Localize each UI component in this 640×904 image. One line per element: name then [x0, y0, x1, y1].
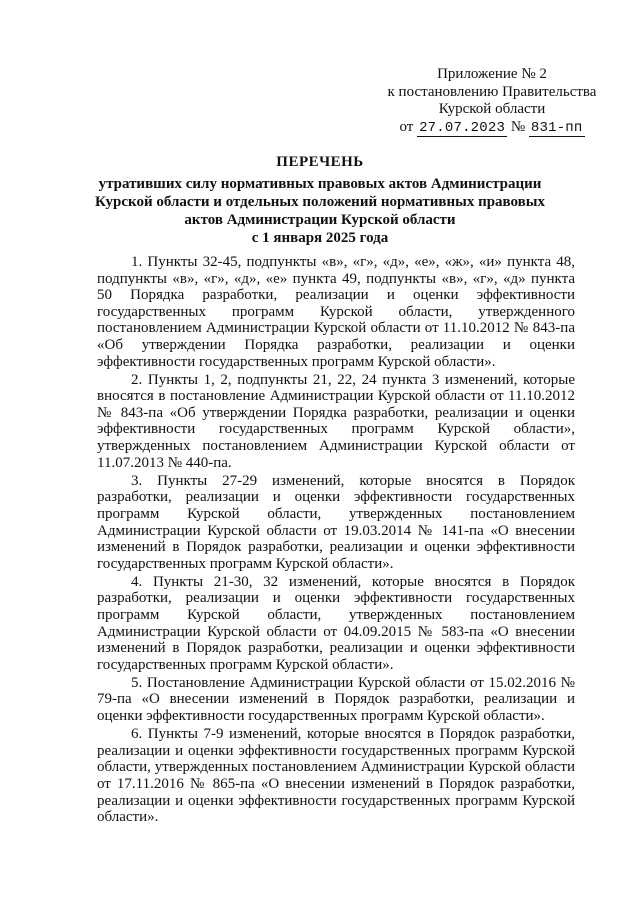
annex-reference: к постановлению Правительства [387, 83, 597, 100]
annex-from-label: от [399, 118, 414, 135]
title-heading: ПЕРЕЧЕНЬ [276, 154, 364, 170]
list-item-6: 6. Пункты 7-9 изменений, которые вносятся в Порядок разработки, реализации и оценки эффективности государственных программ Курской области, утвержденных постановлением Администрации Курской области от 17.11.2016 № 865-па «О внесении изменений в Порядок разработки, реализации и оценки эффективности государственных программ Курской области». [97, 726, 575, 826]
list-item-3: 3. Пункты 27-29 изменений, которые вносятся в Порядок разработки, реализации и оценки эффективности государственных программ Курской области, утвержденных постановлением Администрации Курской области от 19.03.2014 № 141-па «О внесении изменений в Порядок разработки, реализации и оценки эффективности государственных программ Курской области». [97, 472, 575, 572]
title-line-1: утративших силу нормативных правовых актов Администрации [98, 176, 542, 192]
list-item-4: 4. Пункты 21-30, 32 изменений, которые вносятся в Порядок разработки, реализации и оценки эффективности государственных программ Курской области, утвержденных постановлением Администрации Курской области от 04.09.2015 № 583-па «О внесении изменений в Порядок разработки, реализации и оценки эффективности государственных программ Курской области». [97, 573, 575, 673]
annex-title: Приложение № 2 [437, 66, 547, 82]
annex-date-line [372, 119, 612, 138]
document-title [80, 153, 560, 247]
annex-number: 831-пп [530, 119, 583, 136]
document-body [97, 254, 575, 827]
annex-region: Курской области [438, 101, 546, 117]
title-line-3: актов Администрации Курской области [184, 212, 456, 228]
title-line-2: Курской области и отдельных положений нормативных правовых [95, 194, 545, 210]
title-line-4: с 1 января 2025 года [251, 230, 389, 246]
list-item-5: 5. Постановление Администрации Курской области от 15.02.2016 № 79-па «О внесении изменений в Порядок разработки, реализации и оценки эффективности государственных программ Курской области». [97, 674, 575, 725]
annex-header [372, 66, 612, 137]
annex-number-label: № [510, 118, 526, 135]
list-item-1: 1. Пункты 32-45, подпункты «в», «г», «д», «е», «ж», «и» пункта 48, подпункты «в», «г», «д», «е» пункта 49, подпункты «в», «г», «д» пункта 50 Порядка разработки, реализации и оценки эффективности государственных программ Курской области, утвержденного постановлением Администрации Курской области от 11.10.2012 № 843-па «Об утверждении Порядка разработки, реализации и оценки эффективности государственных программ Курской области». [97, 254, 575, 370]
list-item-2: 2. Пункты 1, 2, подпункты 21, 22, 24 пункта 3 изменений, которые вносятся в постановление Администрации Курской области от 11.10.2012 № 843-па «Об утверждении Порядка разработки, реализации и оценки эффективности государственных программ Курской области», утвержденных постановлением Администрации Курской области от 11.07.2013 № 440-па. [97, 371, 575, 471]
annex-date: 27.07.2023 [419, 119, 506, 136]
